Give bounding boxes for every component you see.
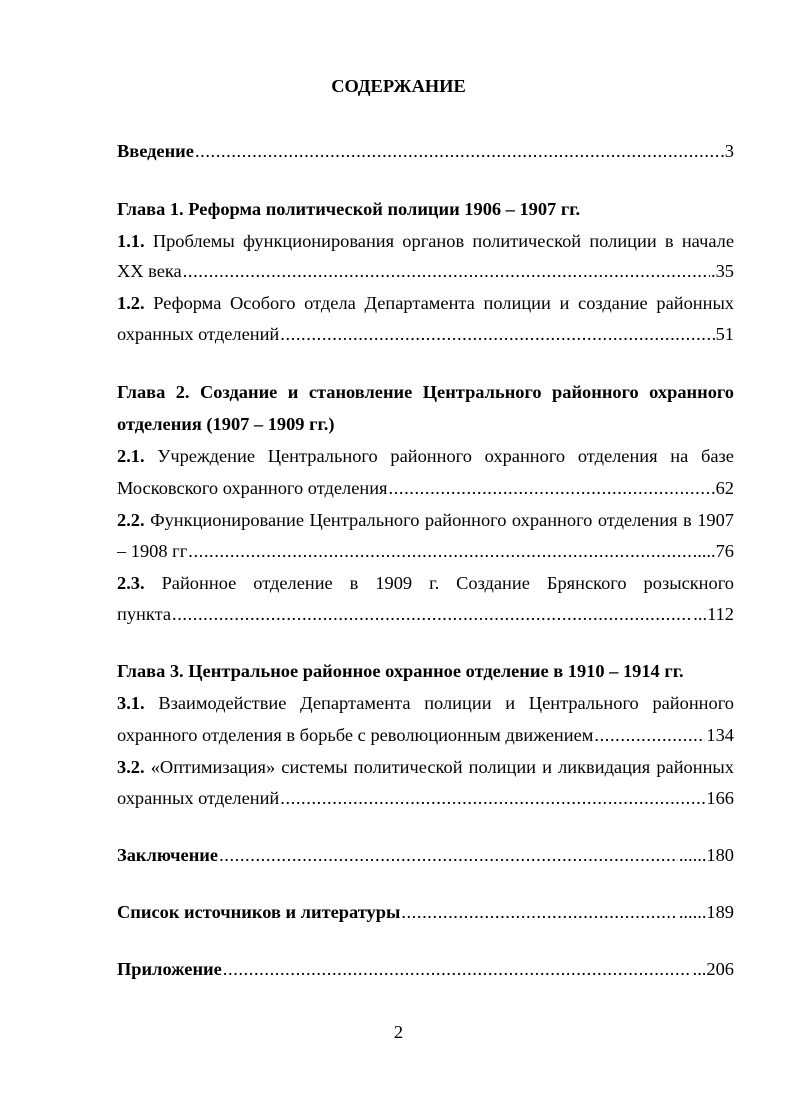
toc-page-number: .....76 xyxy=(692,541,734,561)
chapter-2-heading-line2: отделения (1907 – 1909 гг.) xyxy=(117,414,335,434)
chapter-3-heading: Глава 3. Центральное районное охранное отделение в 1910 – 1914 гг. xyxy=(117,661,684,681)
page-title: СОДЕРЖАНИЕ xyxy=(331,76,466,96)
dot-leader xyxy=(389,476,710,500)
section-number: 2.1. xyxy=(117,446,145,466)
toc-page-number: .3 xyxy=(720,141,734,161)
dot-leader xyxy=(280,322,714,346)
toc-page-number: 166 xyxy=(706,788,734,808)
dot-leader xyxy=(401,900,678,924)
section-number: 1.2. xyxy=(117,293,145,313)
section-title-cont: охранных отделений xyxy=(117,788,280,808)
section-title: «Оптимизация» системы политической полиции и ликвидация районных xyxy=(150,757,734,777)
section-title: Взаимодействие Департамента полиции и Центрального районного xyxy=(158,693,734,713)
dot-leader xyxy=(183,259,710,283)
section-title: Реформа Особого отдела Департамента полиции и создание районных xyxy=(153,293,734,313)
section-number: 3.2. xyxy=(117,757,145,777)
toc-entry-appendix[interactable] xyxy=(117,957,734,981)
toc-entry-3-1-line2[interactable] xyxy=(117,723,734,747)
toc-page-number: .35 xyxy=(711,261,734,281)
page-number: 2 xyxy=(393,1022,404,1042)
toc-page-number: 134 xyxy=(706,725,734,745)
section-title-cont: охранных отделений xyxy=(117,324,280,344)
section-title-cont: Московского охранного отделения xyxy=(117,478,388,498)
dot-leader xyxy=(172,602,692,626)
section-number: 3.1. xyxy=(117,693,145,713)
toc-entry-label: Список источников и литературы xyxy=(117,902,401,922)
toc-page-number: ......180 xyxy=(678,845,734,865)
toc-entry-1-2-line2[interactable] xyxy=(117,322,734,346)
toc-entry-1-2-line1[interactable] xyxy=(117,291,734,315)
toc-entry-conclusion[interactable] xyxy=(117,843,734,867)
toc-entry-label: Заключение xyxy=(117,845,219,865)
toc-entry-sources[interactable] xyxy=(117,900,734,924)
toc-entry-2-2-line1[interactable] xyxy=(117,508,734,532)
dot-leader xyxy=(280,786,705,810)
section-title: Учреждение Центрального районного охранного отделения на базе xyxy=(157,446,734,466)
dot-leader xyxy=(195,139,719,163)
section-title-cont: охранного отделения в борьбе с революционным движением xyxy=(117,725,594,745)
toc-entry-2-2-line2[interactable] xyxy=(117,539,734,563)
section-title: Проблемы функционирования органов политической полиции в начале xyxy=(152,231,734,251)
toc-page-number: ......189 xyxy=(678,902,734,922)
toc-entry-2-3-line2[interactable] xyxy=(117,602,734,626)
toc-entry-3-1-line1[interactable] xyxy=(117,691,734,715)
dot-leader xyxy=(219,843,678,867)
section-number: 1.1. xyxy=(117,231,145,251)
toc-entry-2-1-line2[interactable] xyxy=(117,476,734,500)
toc-page-number: 51 xyxy=(715,324,734,344)
section-title-cont: – 1908 гг xyxy=(117,541,188,561)
toc-entry-3-2-line2[interactable] xyxy=(117,786,734,810)
toc-entry-label: Введение xyxy=(117,141,194,161)
toc-entry-2-1-line1[interactable] xyxy=(117,444,734,468)
toc-page-number: .62 xyxy=(711,478,734,498)
toc-entry-2-3-line1[interactable] xyxy=(117,571,734,595)
section-title-cont: пункта xyxy=(117,604,171,624)
section-number: 2.3. xyxy=(117,573,145,593)
toc-page-number: ...206 xyxy=(692,959,734,979)
chapter-1-heading: Глава 1. Реформа политической полиции 1906 – 1907 гг. xyxy=(117,199,581,219)
toc-page-number: ...112 xyxy=(693,604,734,624)
section-title-cont: XX века xyxy=(117,261,182,281)
toc-entry-1-1-line1[interactable] xyxy=(117,229,734,253)
section-title: Функционирование Центрального районного охранного отделения в 1907 xyxy=(150,510,734,530)
toc-entry-intro[interactable] xyxy=(117,139,734,163)
toc-entry-1-1-line2[interactable] xyxy=(117,259,734,283)
dot-leader xyxy=(223,957,692,981)
section-title: Районное отделение в 1909 г. Создание Брянского розыскного xyxy=(161,573,734,593)
dot-leader xyxy=(188,539,691,563)
chapter-2-heading-line1: Глава 2. Создание и становление Центрального районного охранного xyxy=(117,382,734,402)
section-number: 2.2. xyxy=(117,510,145,530)
toc-entry-3-2-line1[interactable] xyxy=(117,755,734,779)
dot-leader xyxy=(594,723,705,747)
toc-entry-label: Приложение xyxy=(117,959,222,979)
